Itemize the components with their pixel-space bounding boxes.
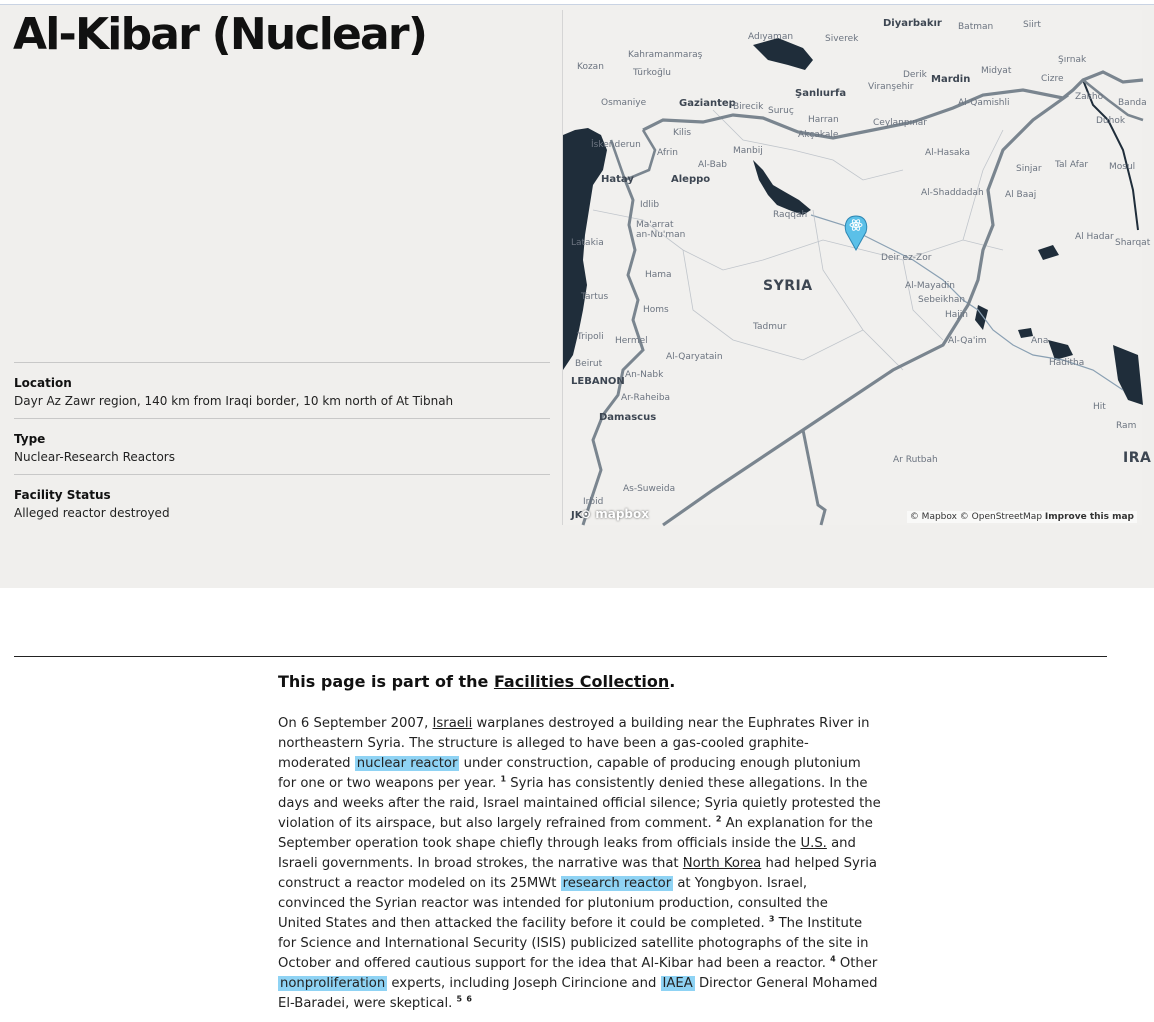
euphrates-lake [753,160,811,215]
map-label: Homs [643,305,669,315]
map-label: Birecik [733,102,764,112]
fact-location [14,362,550,418]
map-label: Afrin [657,148,678,158]
map-label: Al-Mayadin [905,281,955,291]
map-label: Ana [1031,336,1049,346]
map-label: Hajin [945,310,968,320]
north-korea-link[interactable]: North Korea [682,856,762,871]
article-paragraph: On 6 September 2007, Israeli warplanes destroyed a building near the Euphrates River in northeastern Syria. The structure is alleged to have been a gas-cooled graphite- moderated nuclear reactor under construction, capable of producing enough plutonium for one or two weapons per year. $^1$ Syria has consistently denied these allegations. In the days and weeks after the raid, Israel maintained official silence; Syria quietly protested the violation of its airspace, but also largely refrained from comment. $^2$ An explanation for the September operation took shape chiefly through leaks from officials inside the U.S. and Israeli governments. In broad strokes, the narrative was that North Korea had helped Syria construct a reactor modeled on its 25MWt research reactor at Yongbyon. Israel, convinced the Syrian reactor was intended for plutonium production, consulted the United States and then attacked the facility before it could be completed. $^3$ The Institute for Science and International Security (ISIS) publicized satellite photographs of the site in October and offered cautious support for the idea that Al-Kibar had been a reactor. $^4$ Other nonproliferation experts, including Joseph Cirincione and IAEA Director General Mohamed El-Baradei, were skeptical. $^5$ $^6$ [278,716,881,1011]
map-label: Şanlıurfa [795,88,847,99]
footnote-ref[interactable]: 6 [466,994,472,1004]
lake-small-1 [1038,245,1059,260]
facility-facts [14,362,550,530]
map-label: Derik [903,70,927,80]
map-label: Irbid [583,497,604,507]
map-label: Tripoli [577,332,604,342]
map-label: Sebeikhan [918,295,966,305]
map-label: Manbij [733,146,763,156]
lake-haditha [1048,340,1073,360]
fact-label: Location [14,376,72,390]
ataturk-lake [753,38,813,70]
nonproliferation-glossary[interactable]: nonproliferation [280,976,386,991]
article-body [278,714,918,1014]
map-label: SYRIA [763,278,813,294]
map-label: IRA [1123,450,1152,466]
map-label: Tartus [581,292,609,302]
research-reactor-glossary[interactable]: research reactor [562,876,672,891]
map-label: Al-Qamishli [958,98,1010,108]
facilities-collection-link[interactable]: Facilities Collection [493,672,670,691]
map-label: Beirut [575,359,603,369]
fact-label: Type [14,432,46,446]
map-label: Osmaniye [601,98,647,108]
footnote-ref[interactable]: 2 [715,814,722,824]
mapbox-logo[interactable]: ⊙ mapbox [581,507,649,521]
map-label: Sharqat [1115,238,1151,248]
footnote-ref[interactable]: 3 [768,914,775,924]
fact-status [14,474,550,530]
map-label: Latakia [571,238,604,248]
map-label: Damascus [599,412,657,423]
map-label: Harran [808,115,839,125]
map-label: LEBANON [571,376,625,387]
map-label: Idlib [640,200,660,210]
footnote-ref[interactable]: 1 [500,774,507,784]
map-label: Viranşehir [868,82,914,92]
map-label: Mosul [1109,162,1136,172]
map-label: Siverek [825,34,859,44]
map-label: Sinjar [1016,164,1042,174]
lake-tharthar [1113,345,1143,405]
map-label: Al Baaj [1005,190,1037,200]
map-label: Kahramanmaraş [628,50,703,60]
map-label: Cizre [1041,74,1064,84]
map-label: Al-Shaddadah [921,188,984,198]
map-label: Al Hadar [1075,232,1114,242]
facility-hero [0,5,1154,588]
map-label: Kozan [577,62,604,72]
map-label: Zakho [1075,92,1104,102]
map-label: Duhok [1096,116,1126,126]
map-label: Hermel [615,336,648,346]
map-label: Siirt [1023,20,1041,30]
map-label: Suruç [768,106,794,116]
page-title: Al-Kibar (Nuclear) [13,9,427,60]
map-label: JK [571,510,583,521]
map-label: Ceylanpınar [873,118,927,128]
collection-prefix: This page is part of the [278,672,494,691]
map-label: Mardin [931,74,971,85]
map-label: Midyat [981,66,1012,76]
map-label: Banda [1118,98,1147,108]
improve-map-link[interactable]: Improve this map [1044,512,1134,522]
attribution-text[interactable]: © Mapbox © OpenStreetMap [909,512,1043,522]
map-label: Gaziantep [679,98,736,109]
israeli-link[interactable]: Israeli [432,716,473,731]
map-label: Raqqah [773,210,808,220]
us-link[interactable]: U.S. [800,836,827,851]
collection-suffix: . [669,672,676,691]
map-label: Ram [1116,421,1137,431]
facility-map[interactable] [562,10,1152,525]
map-label: Türkoğlu [633,68,671,78]
map-label: Al-Bab [698,160,727,170]
map-label: Al-Hasaka [925,148,970,158]
facility-marker[interactable] [845,216,866,250]
map-label: As-Suweida [623,484,676,494]
iaea-glossary[interactable]: IAEA [662,976,693,991]
map-attribution [907,511,1137,523]
fact-label: Facility Status [14,488,111,502]
footnote-ref[interactable]: 4 [830,954,836,964]
map-label: Tadmur [753,322,787,332]
footnote-ref[interactable]: 5 [456,994,463,1004]
map-label: Hama [645,270,672,280]
map-canvas[interactable] [563,10,1143,525]
map-label: Deir ez-Zor [881,253,932,263]
map-label: Haditha [1049,358,1085,368]
map-label: Aleppo [671,174,711,185]
map-label: Kilis [673,128,692,138]
map-label: An-Nabk [625,370,664,380]
fact-value: Nuclear-Research Reactors [14,450,175,464]
map-label: Adıyaman [748,32,794,42]
map-label: Batman [958,22,994,32]
map-label: Ar-Raheiba [621,393,671,403]
map-label: Hatay [601,174,634,185]
section-divider [14,656,1107,657]
map-label: Diyarbakır [883,18,942,29]
map-label: Al-Qa'im [948,336,987,346]
map-label: Hit [1093,402,1106,412]
map-label: İskenderun [591,140,641,150]
map-label: Ma'arrat an-Nu'man [636,220,686,240]
syria-jordan-border [803,430,825,525]
collection-note [278,672,675,691]
map-label: Akçakale [798,130,839,140]
map-label: Al-Qaryatain [666,352,723,362]
map-label: Ar Rutbah [893,455,938,465]
fact-type [14,418,550,474]
syria-lebanon-border [583,180,643,525]
hatay-border [611,130,655,180]
nuclear-reactor-glossary[interactable]: nuclear reactor [356,756,458,771]
map-label: Tal Afar [1055,160,1089,170]
fact-value: Dayr Az Zawr region, 140 km from Iraqi border, 10 km north of At Tibnah [14,394,454,408]
map-label: Şırnak [1058,55,1087,65]
fact-value: Alleged reactor destroyed [14,506,170,520]
